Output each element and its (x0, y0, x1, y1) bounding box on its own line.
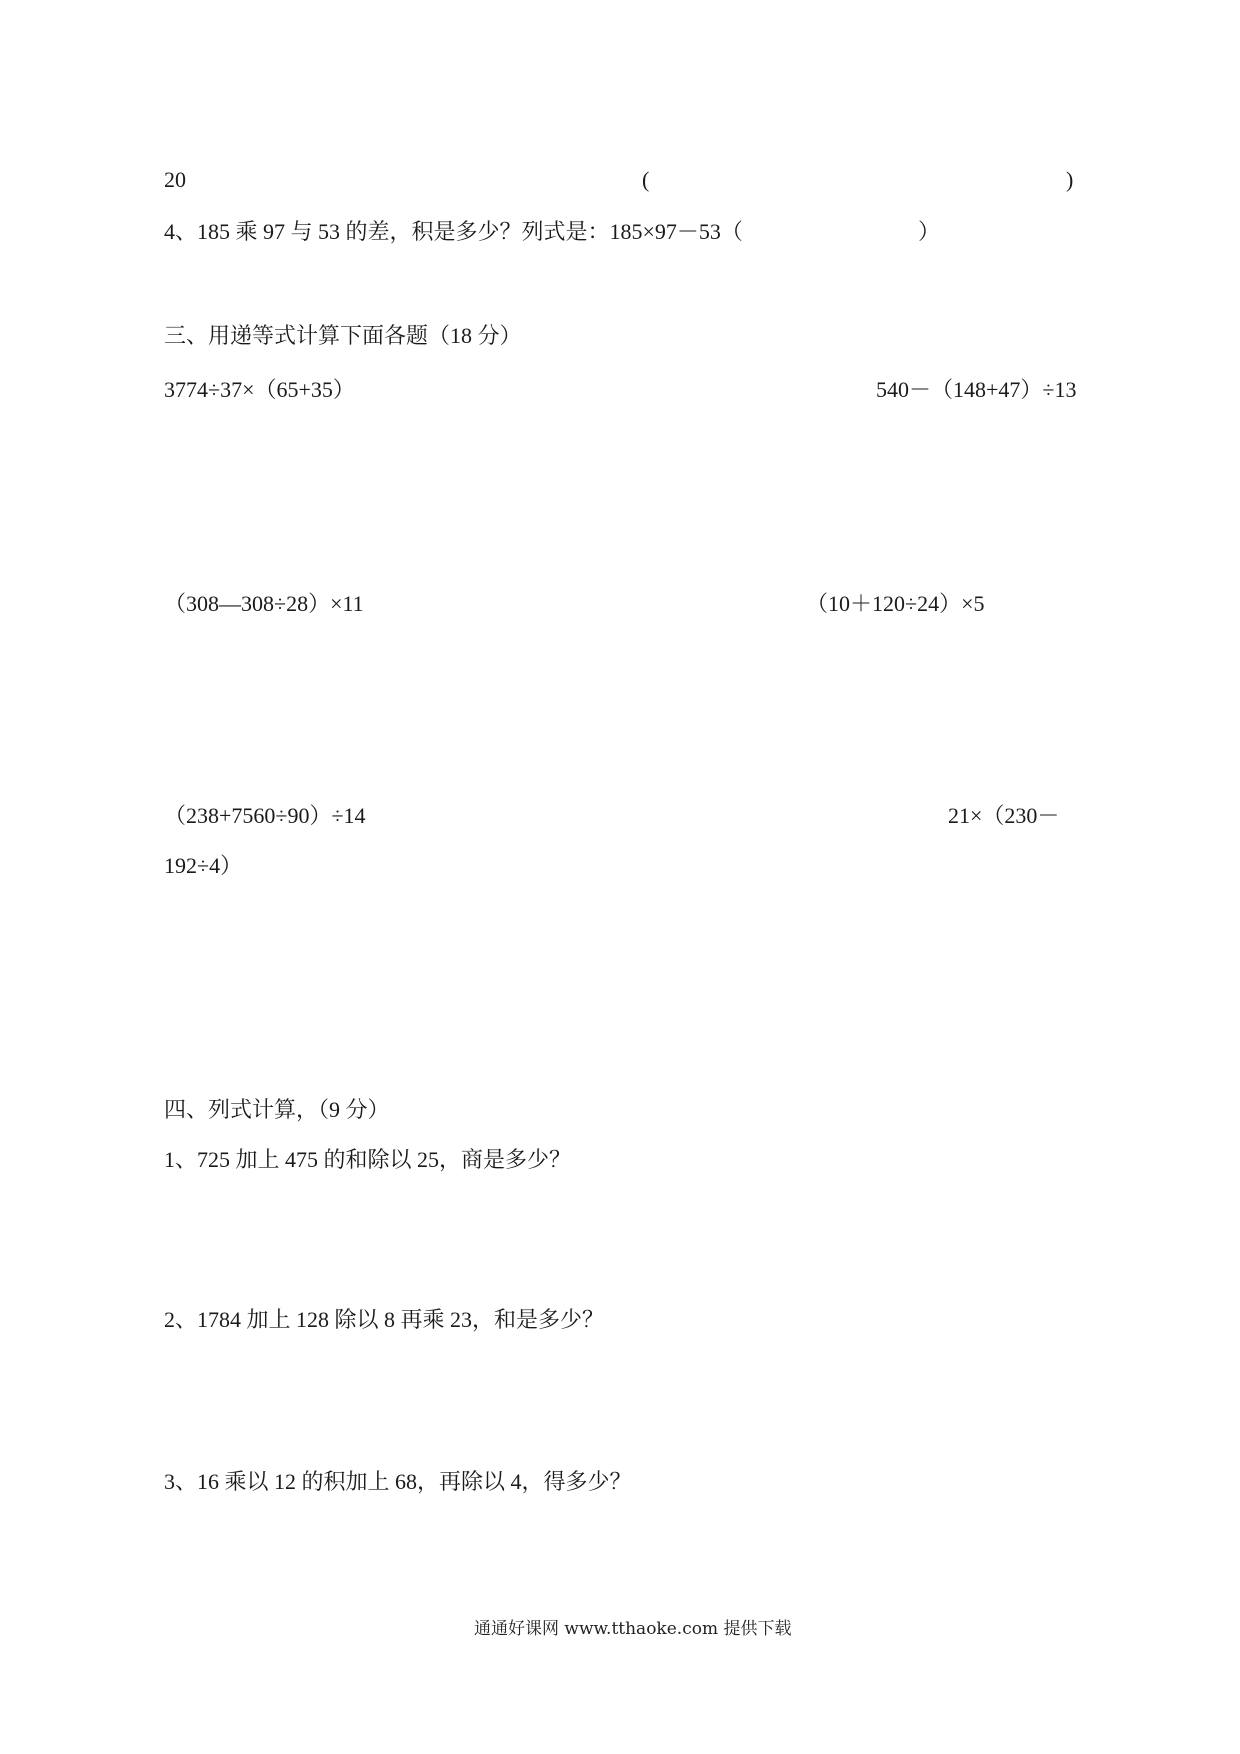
answer-paren-close: ) (1066, 167, 1074, 192)
problem-4: （10＋120÷24）×5 (806, 591, 985, 616)
problem-6-continued: 192÷4） (164, 853, 243, 878)
word-problem-1: 1、725 加上 475 的和除以 25，商是多少？ (164, 1147, 572, 1172)
problem-2: 540－（148+47）÷13 (876, 377, 1077, 402)
question-4-paren-close: ） (918, 219, 941, 244)
answer-paren-open: ( (642, 167, 650, 192)
problem-1: 3774÷37×（65+35） (164, 377, 355, 402)
footer-text: 通通好课网 www.tthaoke.com 提供下载 (474, 1619, 792, 1639)
section-3-title: 三、用递等式计算下面各题（18 分） (164, 323, 522, 348)
word-problem-2: 2、1784 加上 128 除以 8 再乘 23，和是多少？ (164, 1307, 605, 1332)
problem-6: 21×（230－ (948, 803, 1060, 828)
problem-5: （238+7560÷90）÷14 (164, 803, 366, 828)
problem-3: （308—308÷28）×11 (164, 591, 364, 616)
question-4: 4、185 乘 97 与 53 的差，积是多少？列式是：185×97－53（ (164, 219, 743, 244)
section-4-title: 四、列式计算，（9 分） (164, 1097, 390, 1122)
word-problem-3: 3、16 乘以 12 的积加上 68，再除以 4，得多少？ (164, 1469, 632, 1494)
continuation-number: 20 (164, 167, 186, 192)
